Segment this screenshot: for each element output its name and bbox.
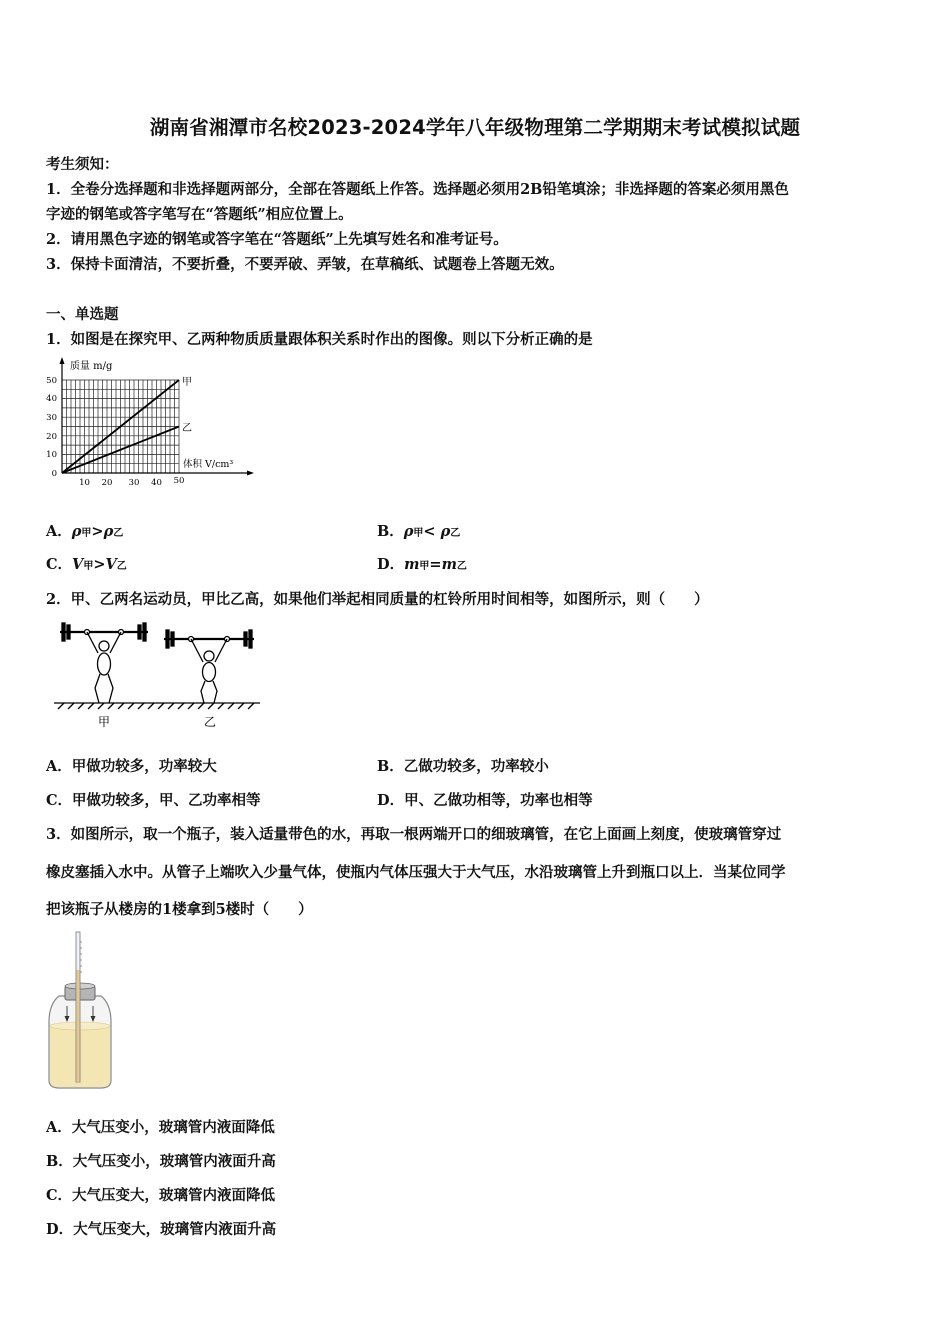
- q1-x-tick: 30: [128, 478, 140, 488]
- q3-bottle-figure: [45, 930, 115, 1092]
- notice-item-1-line-1: 1．全卷分选择题和非选择题两部分，全部在答题纸上作答。选择题必须用2B铅笔填涂；非选择题的答案必须用黑色: [46, 181, 789, 198]
- q1-line-label-yi: 乙: [182, 423, 192, 434]
- q1-y-tick: 0: [51, 469, 57, 479]
- q2-option-d[interactable]: D．甲、乙做功相等，功率也相等: [377, 792, 593, 809]
- q2-option-a[interactable]: A．甲做功较多，功率较大: [46, 758, 217, 775]
- q3-stem-line-1: 3．如图所示，取一个瓶子，装入适量带色的水，再取一根两端开口的细玻璃管，在它上面画上刻度，使玻璃管穿过: [46, 826, 782, 843]
- q2-label-yi: 乙: [204, 715, 217, 729]
- q1-stem: 1．如图是在探究甲、乙两种物质质量跟体积关系时作出的图像。则以下分析正确的是: [46, 331, 593, 348]
- q1-x-tick: 20: [101, 478, 113, 488]
- q1-mass-volume-graph: [40, 355, 255, 490]
- q1-line-label-jia: 甲: [182, 377, 192, 388]
- notice-item-3: 3．保持卡面清洁，不要折叠，不要弄破、弄皱，在草稿纸、试题卷上答题无效。: [46, 256, 564, 273]
- q1-x-tick: 50: [173, 476, 185, 486]
- q1-x-tick: 40: [151, 478, 162, 488]
- q2-stem: 2．甲、乙两名运动员，甲比乙高，如果他们举起相同质量的杠铃所用时间相等，如图所示，则（ ）: [46, 591, 709, 608]
- q1-y-tick: 10: [46, 450, 57, 460]
- q3-option-c[interactable]: C．大气压变大，玻璃管内液面降低: [46, 1187, 276, 1204]
- q1-option-a[interactable]: A．ρ甲>ρ乙: [46, 523, 124, 540]
- q1-y-tick: 50: [46, 376, 57, 386]
- notice-item-2: 2．请用黑色字迹的钢笔或答字笔在“答题纸”上先填写姓名和准考证号。: [46, 231, 508, 248]
- q2-label-jia: 甲: [98, 715, 111, 729]
- q3-option-a[interactable]: A．大气压变小，玻璃管内液面降低: [46, 1119, 275, 1136]
- q1-option-c[interactable]: C．V甲>V乙: [46, 556, 127, 573]
- q2-option-b[interactable]: B．乙做功较多，功率较小: [377, 758, 549, 775]
- q2-weightlifter-figure: [52, 615, 262, 733]
- section-heading: 一、单选题: [46, 306, 119, 323]
- q1-option-b[interactable]: B．ρ甲< ρ乙: [377, 523, 461, 540]
- q1-option-d[interactable]: D．m甲=m乙: [377, 556, 467, 573]
- notice-heading: 考生须知：: [46, 156, 119, 173]
- q3-option-b[interactable]: B．大气压变小，玻璃管内液面升高: [46, 1153, 276, 1170]
- page-title: 湖南省湘潭市名校2023-2024学年八年级物理第二学期期末考试模拟试题: [149, 116, 801, 139]
- notice-item-1-line-2: 字迹的钢笔或答字笔写在“答题纸”相应位置上。: [46, 206, 353, 223]
- q3-stem-line-2: 橡皮塞插入水中。从管子上端吹入少量气体，使瓶内气体压强大于大气压，水沿玻璃管上升到瓶口以上．当某位同学: [46, 864, 786, 881]
- q1-y-tick: 20: [46, 432, 57, 442]
- q1-x-axis-label: 体积 V/cm³: [183, 459, 234, 470]
- q3-stem-line-3: 把该瓶子从楼房的1楼拿到5楼时（ ）: [46, 901, 313, 918]
- q1-y-tick: 30: [46, 413, 57, 423]
- q3-option-d[interactable]: D．大气压变大，玻璃管内液面升高: [46, 1221, 277, 1238]
- q2-option-c[interactable]: C．甲做功较多，甲、乙功率相等: [46, 792, 261, 809]
- q1-y-axis-label: 质量 m/g: [70, 361, 113, 372]
- q1-x-tick: 10: [79, 478, 90, 488]
- q1-y-tick: 40: [46, 394, 57, 404]
